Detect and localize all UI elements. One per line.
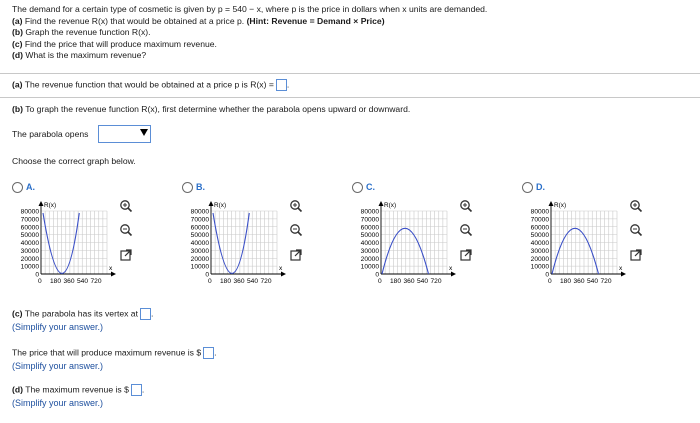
y-tick-label: 30000 bbox=[530, 247, 549, 255]
y-tick-label: 0 bbox=[35, 271, 39, 279]
y-tick-label: 30000 bbox=[190, 247, 209, 255]
x-tick-label: 180 bbox=[220, 278, 232, 285]
problem-part-d: (d) What is the maximum revenue? bbox=[12, 50, 147, 61]
pop-out-icon[interactable] bbox=[289, 248, 303, 262]
zoom-in-icon[interactable] bbox=[629, 199, 643, 213]
zoom-in-icon[interactable] bbox=[459, 199, 473, 213]
x-tick-label: 720 bbox=[90, 278, 102, 285]
revenue-graph bbox=[514, 198, 629, 293]
y-tick-label: 50000 bbox=[360, 232, 379, 240]
revenue-graph bbox=[174, 198, 289, 293]
revenue-graph bbox=[344, 198, 459, 293]
zoom-in-icon[interactable] bbox=[119, 199, 133, 213]
y-tick-label: 80000 bbox=[360, 208, 379, 216]
revenue-function-input[interactable] bbox=[276, 79, 287, 91]
x-tick-label: 360 bbox=[573, 278, 585, 285]
y-tick-label: 50000 bbox=[20, 232, 39, 240]
y-axis-label: R(x) bbox=[44, 202, 57, 209]
price-input[interactable] bbox=[203, 347, 214, 359]
simplify-hint: (Simplify your answer.) bbox=[12, 398, 104, 408]
problem-intro: The demand for a certain type of cosmetic is given by p = 540 − x, where p is the price in dollars when x units are demanded. bbox=[12, 4, 488, 14]
y-tick-label: 50000 bbox=[190, 232, 209, 240]
dropdown-arrow[interactable] bbox=[137, 126, 150, 142]
part-d-question: (d) The maximum revenue is $ . bbox=[12, 384, 145, 395]
parabola-opens-label: The parabola opens bbox=[12, 129, 89, 139]
x-axis-arrow bbox=[281, 272, 286, 277]
y-tick-label: 60000 bbox=[530, 224, 549, 232]
x-tick-label: 540 bbox=[587, 278, 599, 285]
simplify-hint: (Simplify your answer.) bbox=[12, 322, 104, 332]
y-axis-arrow bbox=[379, 201, 384, 206]
x-axis-arrow bbox=[451, 272, 456, 277]
y-tick-label: 70000 bbox=[190, 216, 209, 224]
x-tick-label: 360 bbox=[233, 278, 245, 285]
parabola-direction-select[interactable] bbox=[98, 125, 151, 143]
x-tick-label: 180 bbox=[50, 278, 62, 285]
y-axis-label: R(x) bbox=[214, 202, 227, 209]
y-tick-label: 20000 bbox=[20, 255, 39, 263]
vertex-input[interactable] bbox=[140, 308, 151, 320]
y-tick-label: 20000 bbox=[360, 255, 379, 263]
x-tick-label: 540 bbox=[247, 278, 259, 285]
y-axis-label: R(x) bbox=[384, 202, 397, 209]
x-tick-label: 720 bbox=[600, 278, 612, 285]
y-tick-label: 10000 bbox=[20, 263, 39, 271]
x-tick-label: 720 bbox=[260, 278, 272, 285]
y-tick-label: 40000 bbox=[20, 240, 39, 247]
y-tick-label: 80000 bbox=[20, 208, 39, 216]
y-tick-label: 0 bbox=[205, 271, 209, 279]
problem-part-a: (a) Find the revenue R(x) that would be obtained at a price p. (Hint: Revenue = Demand × Price) bbox=[12, 15, 385, 26]
choose-graph-label: Choose the correct graph below. bbox=[12, 156, 136, 166]
problem-part-c: (c) Find the price that will produce maximum revenue. bbox=[12, 38, 217, 49]
x-axis-label: x bbox=[619, 265, 623, 272]
option-label: D. bbox=[536, 182, 545, 192]
y-tick-label: 40000 bbox=[360, 240, 379, 247]
y-tick-label: 40000 bbox=[190, 240, 209, 247]
y-tick-label: 10000 bbox=[530, 263, 549, 271]
part-b-question: (b) To graph the revenue function R(x), first determine whether the parabola opens upward or downward. bbox=[12, 104, 411, 114]
part-a-question: (a) The revenue function that would be obtained at a price p is R(x) = . bbox=[12, 79, 290, 90]
divider bbox=[0, 97, 700, 98]
simplify-hint: (Simplify your answer.) bbox=[12, 361, 104, 371]
option-radio[interactable] bbox=[182, 182, 193, 193]
problem-statement bbox=[12, 4, 487, 62]
option-label: B. bbox=[196, 182, 205, 192]
option-label: C. bbox=[366, 182, 375, 192]
x-tick-label: 360 bbox=[403, 278, 415, 285]
y-tick-label: 80000 bbox=[530, 208, 549, 216]
x-tick-label: 360 bbox=[63, 278, 75, 285]
x-tick-label: 0 bbox=[208, 278, 212, 285]
zoom-out-icon[interactable] bbox=[629, 223, 643, 237]
x-axis-label: x bbox=[449, 265, 453, 272]
x-axis-label: x bbox=[109, 265, 113, 272]
y-tick-label: 80000 bbox=[190, 208, 209, 216]
price-question: The price that will produce maximum revenue is $ . bbox=[12, 347, 217, 358]
hint: (Hint: Revenue = Demand × Price) bbox=[246, 15, 385, 26]
zoom-out-icon[interactable] bbox=[459, 223, 473, 237]
y-tick-label: 70000 bbox=[20, 216, 39, 224]
x-axis-arrow bbox=[111, 272, 116, 277]
x-tick-label: 720 bbox=[430, 278, 442, 285]
y-tick-label: 20000 bbox=[190, 255, 209, 263]
x-axis-arrow bbox=[621, 272, 626, 277]
y-tick-label: 60000 bbox=[20, 224, 39, 232]
revenue-graph bbox=[4, 198, 119, 293]
pop-out-icon[interactable] bbox=[459, 248, 473, 262]
y-tick-label: 70000 bbox=[360, 216, 379, 224]
y-tick-label: 70000 bbox=[530, 216, 549, 224]
y-axis-arrow bbox=[549, 201, 554, 206]
y-tick-label: 10000 bbox=[190, 263, 209, 271]
x-tick-label: 0 bbox=[548, 278, 552, 285]
pop-out-icon[interactable] bbox=[119, 248, 133, 262]
y-tick-label: 20000 bbox=[530, 255, 549, 263]
y-tick-label: 0 bbox=[375, 271, 379, 279]
y-tick-label: 30000 bbox=[360, 247, 379, 255]
option-label: A. bbox=[26, 182, 35, 192]
option-radio[interactable] bbox=[12, 182, 23, 193]
y-tick-label: 40000 bbox=[530, 240, 549, 247]
y-tick-label: 50000 bbox=[530, 232, 549, 240]
y-tick-label: 60000 bbox=[360, 224, 379, 232]
zoom-out-icon[interactable] bbox=[289, 223, 303, 237]
x-tick-label: 180 bbox=[560, 278, 572, 285]
x-tick-label: 540 bbox=[77, 278, 89, 285]
y-tick-label: 60000 bbox=[190, 224, 209, 232]
y-tick-label: 30000 bbox=[20, 247, 39, 255]
x-tick-label: 0 bbox=[378, 278, 382, 285]
y-tick-label: 10000 bbox=[360, 263, 379, 271]
option-radio[interactable] bbox=[522, 182, 533, 193]
pop-out-icon[interactable] bbox=[629, 248, 643, 262]
option-radio[interactable] bbox=[352, 182, 363, 193]
divider bbox=[0, 73, 700, 74]
max-revenue-input[interactable] bbox=[131, 384, 142, 396]
x-axis-label: x bbox=[279, 265, 283, 272]
y-axis-arrow bbox=[209, 201, 214, 206]
y-axis-arrow bbox=[39, 201, 44, 206]
x-tick-label: 0 bbox=[38, 278, 42, 285]
chevron-down-icon bbox=[140, 129, 148, 136]
part-c-question: (c) The parabola has its vertex at . bbox=[12, 308, 154, 319]
problem-part-b: (b) Graph the revenue function R(x). bbox=[12, 27, 151, 38]
zoom-in-icon[interactable] bbox=[289, 199, 303, 213]
y-axis-label: R(x) bbox=[554, 202, 567, 209]
x-tick-label: 540 bbox=[417, 278, 429, 285]
zoom-out-icon[interactable] bbox=[119, 223, 133, 237]
x-tick-label: 180 bbox=[390, 278, 402, 285]
y-tick-label: 0 bbox=[545, 271, 549, 279]
